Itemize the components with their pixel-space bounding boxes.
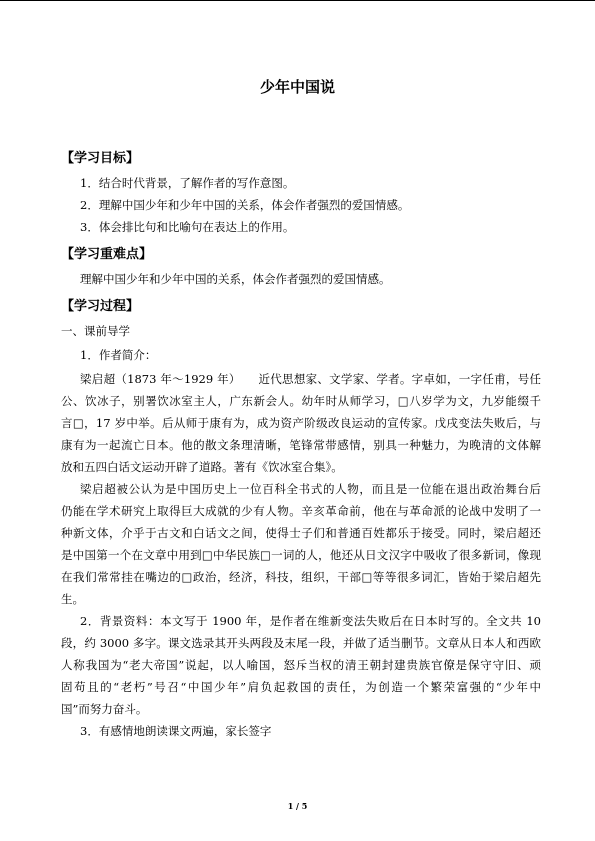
page-title: 少年中国说 <box>259 78 335 96</box>
paragraph-line: 公、饮冰子，别署饮冰室主人，广东新会人。幼年时从师学习，□八岁学为文，九岁能缀千 <box>61 394 541 408</box>
paragraph-line: 人称我国为“老大帝国”说起，以人喻国，怒斥当权的清王朝封建贵族官僚是保守守旧、顽 <box>61 658 541 672</box>
goal-item: 2．理解中国少年和少年中国的关系，体会作者强烈的爱国情感。 <box>80 198 410 212</box>
paragraph-line: 段，约 3000 多字。课文选录其开头两段及末尾一段，并做了适当删节。文章从日本人和西欧 <box>61 636 541 650</box>
paragraph-line: 国”而努力奋斗。 <box>61 702 148 716</box>
goals-header: 【学习目标】 <box>61 151 140 166</box>
paragraph-line: 梁启超被公认为是中国历史上一位百科全书式的人物，而且是一位能在退出政治舞台后 <box>80 482 541 496</box>
process-item-heading: 1．作者简介： <box>80 348 157 362</box>
paragraph-line: 言□，17 岁中举。后从师于康有为，成为资产阶级改良运动的宣传家。戊戌变法失败后，与 <box>61 416 541 430</box>
key-points-text: 理解中国少年和少年中国的关系，体会作者强烈的爱国情感。 <box>80 272 391 286</box>
key-points-header: 【学习重难点】 <box>61 247 153 262</box>
process-part-heading: 一、课前导学 <box>61 324 130 338</box>
paragraph-line: 种新文体，介乎于古文和白话文之间，使得士子们和普通百姓都乐于接受。同时，梁启超还 <box>61 526 541 540</box>
paragraph-line: 放和五四白话文运动开辟了道路。著有《饮冰室合集》。 <box>61 460 343 474</box>
top-rule <box>0 0 595 1</box>
paragraph-line: 2．背景资料：本文写于 1900 年，是作者在维新变法失败后在日本时写的。全文共 10 <box>80 614 541 628</box>
process-item-heading: 3．有感情地朗读课文两遍，家长签字 <box>80 724 272 738</box>
paragraph-line: 生。 <box>61 592 84 606</box>
paragraph-line: 仍能在学术研究上取得巨大成就的少有人物。辛亥革命前，他在与革命派的论战中发明了一 <box>61 504 541 518</box>
goal-item: 1．结合时代背景，了解作者的写作意图。 <box>80 176 295 190</box>
paragraph-line: 在我们常常挂在嘴边的□政治，经济，科技，组织，干部□等等很多词汇，皆始于梁启超先 <box>61 570 541 584</box>
goal-item: 3．体会排比句和比喻句在表达上的作用。 <box>80 220 295 234</box>
paragraph-line: 康有为一起流亡日本。他的散文条理清晰，笔锋常带感情，别具一种魅力，为晚清的文体解 <box>61 438 541 452</box>
paragraph-line: 梁启超（1873 年～1929 年） 近代思想家、文学家、学者。字卓如，一字任甫，号任 <box>80 372 541 386</box>
page-number: 1 / 5 <box>287 801 308 811</box>
paragraph-line: 固苟且的“老朽”号召“中国少年”肩负起救国的责任，为创造一个繁荣富强的“少年中 <box>61 680 541 694</box>
process-header: 【学习过程】 <box>61 299 140 314</box>
paragraph-line: 是中国第一个在文章中用到□中华民族□一词的人，他还从日文汉字中吸收了很多新词，像现 <box>61 548 541 562</box>
